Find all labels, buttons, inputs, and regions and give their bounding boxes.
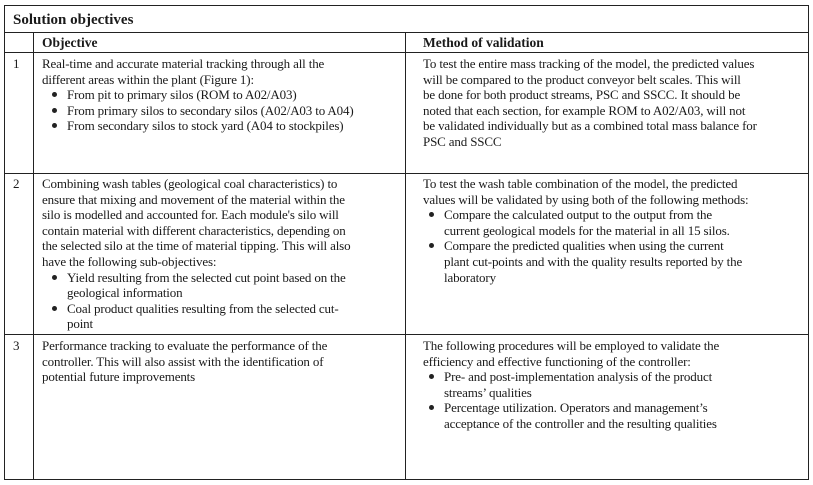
- divider: [33, 32, 34, 479]
- column-header-validation: Method of validation: [423, 35, 544, 50]
- text-line: potential future improvements: [42, 369, 196, 385]
- bullet-text: Pre- and post-implementation analysis of the product: [444, 369, 713, 385]
- text-line: be validated individually but as a combined total mass balance for: [423, 118, 757, 134]
- row-number: 2: [13, 176, 20, 191]
- validation-cell: [423, 176, 748, 285]
- validation-cell: [423, 338, 719, 432]
- bullet-icon: [52, 306, 57, 311]
- divider: [5, 32, 808, 33]
- divider: [5, 52, 808, 53]
- divider: [5, 334, 808, 335]
- objective-cell: [42, 176, 350, 332]
- bullet-item: [419, 238, 748, 285]
- text-line: PSC and SSCC: [423, 133, 502, 149]
- bullet-icon: [429, 212, 434, 217]
- bullet-text: point: [67, 316, 93, 332]
- objective-cell: [42, 338, 327, 385]
- text-line: To test the wash table combination of the model, the predicted: [423, 176, 738, 191]
- bullet-text: laboratory: [444, 269, 496, 285]
- bullet-icon: [429, 243, 434, 248]
- text-line: Combining wash tables (geological coal characteristics) to: [42, 176, 338, 191]
- bullet-icon: [429, 405, 434, 410]
- text-line: silo is modelled and accounted for. Each module's silo will: [42, 207, 339, 223]
- text-line: ensure that mixing and movement of the material within the: [42, 191, 345, 207]
- bullet-text: Compare the calculated output to the output from the: [444, 207, 713, 223]
- bullet-text: Yield resulting from the selected cut point based on the: [67, 269, 346, 285]
- bullet-item: [419, 400, 719, 431]
- divider: [5, 173, 808, 174]
- bullet-text: streams’ qualities: [444, 384, 532, 400]
- row-number: 1: [13, 56, 20, 71]
- objective-cell: [42, 56, 354, 134]
- text-line: the selected silo at the time of material tipping. This will also: [42, 238, 351, 254]
- text-line: contain material with different characteristics, depending on: [42, 222, 346, 238]
- bullet-item: [42, 103, 354, 119]
- validation-cell: [423, 56, 757, 150]
- bullet-text: plant cut-points and with the quality results reported by the: [444, 253, 743, 269]
- text-line: noted that each section, for example ROM to A02/A03, will not: [423, 102, 746, 118]
- bullet-item: [419, 369, 719, 400]
- text-line: efficiency and effective functioning of the controller:: [423, 353, 691, 369]
- text-line: will be compared to the product conveyor belt scales. This will: [423, 71, 741, 87]
- text-line: The following procedures will be employed to validate the: [423, 338, 720, 353]
- bullet-icon: [52, 108, 57, 113]
- bullet-text: geological information: [67, 285, 183, 301]
- text-line: different areas within the plant (Figure 1):: [42, 71, 254, 87]
- solution-objectives-table: [4, 5, 809, 480]
- text-line: To test the entire mass tracking of the model, the predicted values: [423, 56, 755, 71]
- bullet-text: From pit to primary silos (ROM to A02/A03): [67, 87, 297, 103]
- bullet-text: Compare the predicted qualities when using the current: [444, 238, 724, 254]
- bullet-item: [419, 207, 748, 238]
- text-line: Performance tracking to evaluate the performance of the: [42, 338, 328, 353]
- text-line: Real-time and accurate material tracking through all the: [42, 56, 325, 71]
- bullet-text: Coal product qualities resulting from the selected cut-: [67, 300, 339, 316]
- text-line: have the following sub-objectives:: [42, 253, 217, 269]
- text-line: controller. This will also assist with the identification of: [42, 353, 324, 369]
- bullet-text: From secondary silos to stock yard (A04 to stockpiles): [67, 118, 344, 134]
- bullet-text: Percentage utilization. Operators and management’s: [444, 400, 708, 416]
- bullet-text: From primary silos to secondary silos (A02/A03 to A04): [67, 102, 354, 118]
- text-line: be done for both product streams, PSC and SSCC. It should be: [423, 87, 741, 103]
- bullet-item: [42, 301, 350, 332]
- row-number: 3: [13, 338, 20, 353]
- divider: [405, 32, 406, 479]
- bullet-icon: [52, 275, 57, 280]
- bullet-icon: [52, 92, 57, 97]
- bullet-icon: [429, 374, 434, 379]
- bullet-icon: [52, 123, 57, 128]
- bullet-text: current geological models for the material in all 15 silos.: [444, 222, 730, 238]
- bullet-text: acceptance of the controller and the resulting qualities: [444, 415, 717, 431]
- bullet-item: [42, 87, 354, 103]
- bullet-item: [42, 270, 350, 301]
- text-line: values will be validated by using both of the following methods:: [423, 191, 749, 207]
- bullet-item: [42, 118, 354, 134]
- column-header-objective: Objective: [42, 35, 98, 50]
- table-title: Solution objectives: [13, 12, 134, 28]
